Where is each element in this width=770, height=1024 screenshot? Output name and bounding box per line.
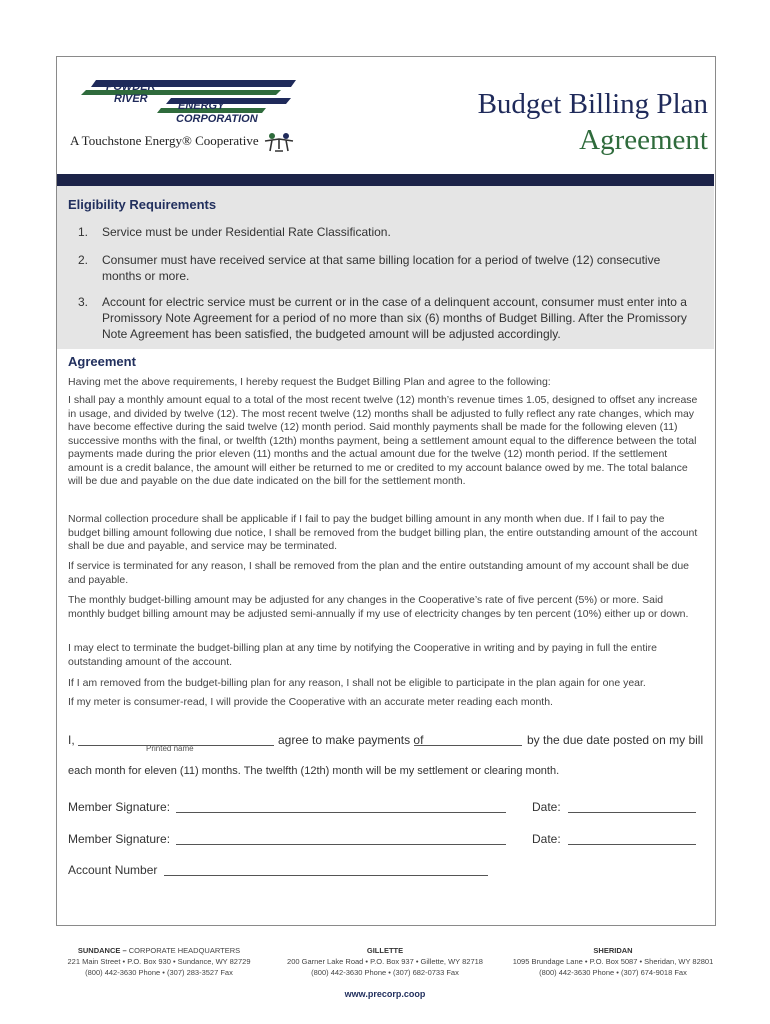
logo-line4: CORPORATION [176, 113, 258, 125]
header-divider [57, 174, 714, 186]
settlement-text: each month for eleven (11) months. The twelfth (12th) month will be my settlement or clearing month. [68, 765, 560, 777]
footer-office-gillette: GILLETTE 200 Garner Lake Road • P.O. Box 937 • Gillette, WY 82718 (800) 442-3630 Phone • (307) 682-0733 Fax [287, 946, 483, 977]
eligibility-item-3: 3. Account for electric service must be current or in the case of a delinquent account, consumer must enter into a Promissory Note Agreement for a period of no more than six (6) months of Budget Billing. After the Promissory Note Agreement has been satisfied, the budgeted amount will be adjusted accordingly. [78, 295, 687, 341]
payment-amount-field[interactable] [414, 745, 522, 746]
agreement-paragraph: If my meter is consumer-read, I will provide the Cooperative with an accurate meter reading each month. [68, 696, 553, 708]
page-title [478, 86, 708, 158]
eligibility-item-2: 2. Consumer must have received service at that same billing location for a period of twelve (12) consecutive months or more. [78, 253, 661, 283]
agreement-paragraph: Normal collection procedure shall be applicable if I fail to pay the budget billing amount in any month when due. If I fail to pay the budget billing amount following due notice, I shall be removed from the budget billing plan, the entire outstanding amount of the account shall be due and payable, and service may be terminated. [68, 513, 698, 552]
website-link[interactable]: www.precorp.coop [344, 989, 426, 999]
logo-line3: ENERGY [178, 100, 225, 112]
date-label-1: Date: [532, 800, 561, 814]
member-signature-label-1: Member Signature: [68, 800, 171, 814]
agreement-paragraph: The monthly budget-billing amount may be adjusted for any changes in the Cooperative’s rate of five percent (5%) or more. Said monthly budget billing amount may be adjusted semi-annually if my use of electricity changes by ten percent (10%) either up or down. [68, 594, 689, 620]
date-field-1[interactable] [568, 812, 696, 813]
date-label-2: Date: [532, 832, 561, 846]
member-signature-label-2: Member Signature: [68, 832, 171, 846]
agreement-paragraph: I may elect to terminate the budget-billing plan at any time by notifying the Cooperative in writing and by paying in full the entire outstanding amount of the account. [68, 642, 657, 668]
eligibility-heading: Eligibility Requirements [68, 197, 217, 212]
agreement-paragraph: I shall pay a monthly amount equal to a total of the most recent twelve (12) month’s revenue times 1.05, designed to offset any increase in usage, and divided by twelve (12). The most recent twelve (12) months shall be adjusted to fully reflect any rate changes, which may have become effective during the said twelve (12) month period. Said monthly payments shall be made for the following eleven (11) successive months with the final, or twelfth (12th) months payment, being a settlement amount equal to the difference between the total payments made during the prior eleven (11) months and the actual amount due for the twelve (12) month period. If the settlement amount is a credit balance, the amount will either be returned to me or credited to my account balance owed by me. The total balance will be due and payable on the due date indicated on the bill for the settlement month. [68, 394, 698, 487]
footer-office-sheridan: SHERIDAN 1095 Brundage Lane • P.O. Box 5087 • Sheridan, WY 82801 (800) 442-3630 Phone • (307) 674-9018 Fax [512, 946, 714, 977]
logo-line2: RIVER [114, 93, 148, 105]
agreement-paragraph: If I am removed from the budget-billing plan for any reason, I shall not be eligible to participate in the plan again for one year. [68, 677, 646, 689]
touchstone-people-icon [262, 132, 296, 152]
due-date-label: by the due date posted on my bill [527, 733, 704, 747]
member-signature-field-2[interactable] [176, 844, 506, 845]
printed-name-caption: Printed name [146, 744, 194, 753]
eligibility-item-1: 1. Service must be under Residential Rate Classification. [78, 225, 391, 239]
agree-label: agree to make payments of [278, 733, 424, 747]
agreement-paragraph: If service is terminated for any reason, I shall be removed from the plan and the entire outstanding amount of my account shall be due and payable. [68, 560, 690, 586]
footer-office-sundance: SUNDANCE – CORPORATE HEADQUARTERS 221 Main Street • P.O. Box 930 • Sundance, WY 82729 (800) 442-3630 Phone • (307) 283-3527 Fax [67, 946, 251, 977]
logo-tagline: A Touchstone Energy® Cooperative [70, 132, 296, 152]
date-field-2[interactable] [568, 844, 696, 845]
title-line2: Agreement [579, 124, 708, 156]
agreement-heading: Agreement [68, 354, 136, 369]
account-number-field[interactable] [164, 875, 488, 876]
i-label: I, [68, 733, 75, 747]
title-line1: Budget Billing Plan [477, 88, 708, 120]
agreement-paragraph: Having met the above requirements, I hereby request the Budget Billing Plan and agree to the following: [68, 376, 551, 388]
account-number-label: Account Number [68, 863, 158, 877]
member-signature-field-1[interactable] [176, 812, 506, 813]
logo-line1: POWDER [106, 81, 156, 93]
